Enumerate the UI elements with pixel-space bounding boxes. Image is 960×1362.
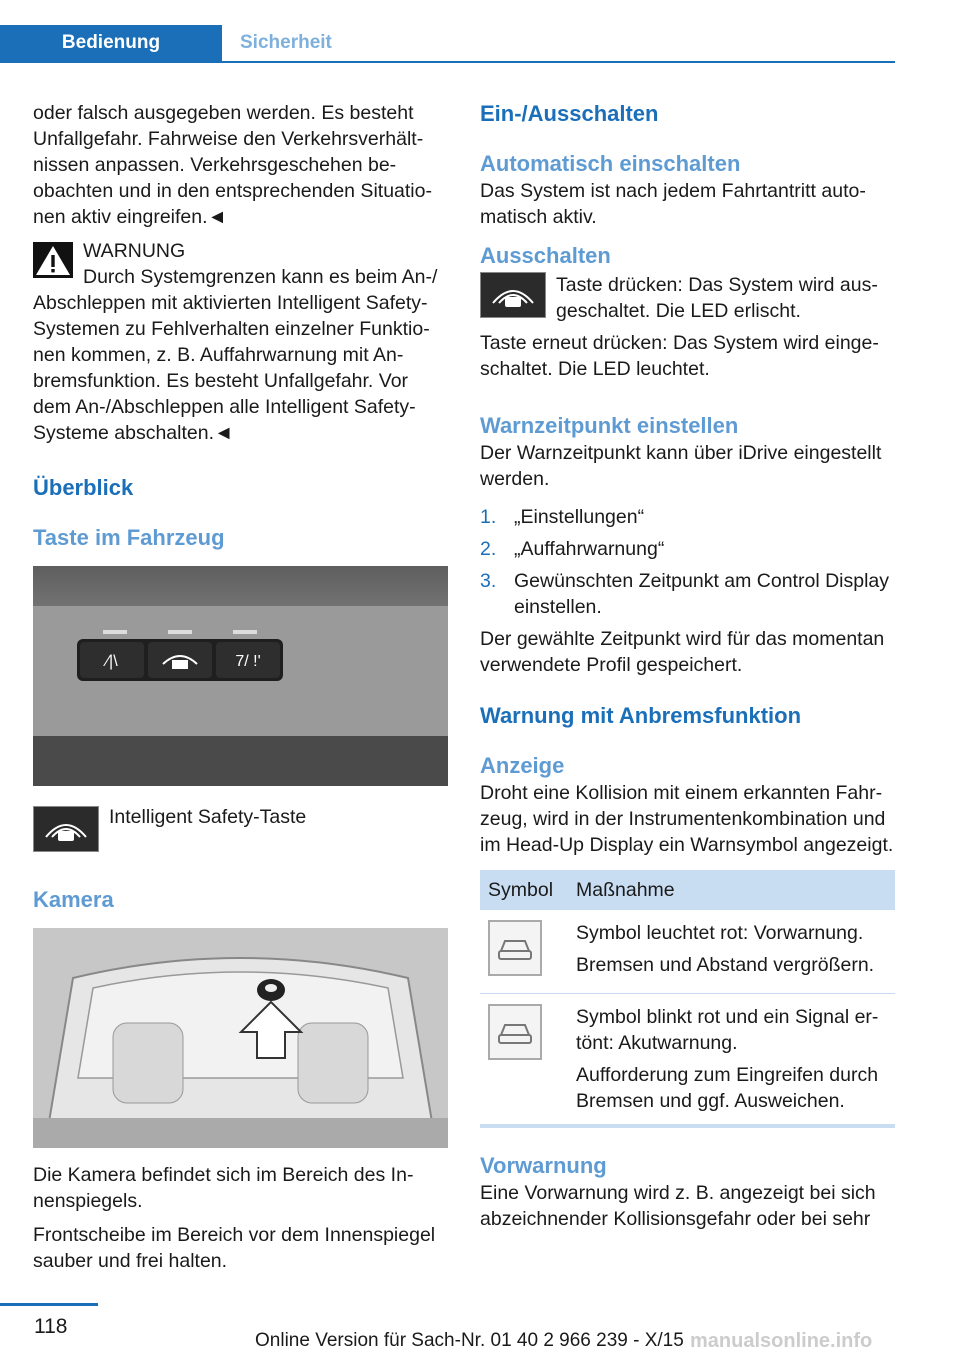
list-item xyxy=(480,568,895,620)
step-number: 1. xyxy=(480,506,497,528)
svg-text:⁄|\: ⁄|\ xyxy=(106,653,118,670)
intelligent-safety-button-icon xyxy=(480,272,546,318)
warning-title: WARNUNG xyxy=(83,240,186,262)
symbol-table xyxy=(480,870,895,1124)
right-column xyxy=(480,100,895,1232)
chapter-tabs xyxy=(0,25,895,63)
intelligent-safety-button-icon xyxy=(33,806,99,852)
svg-text:7/ !': 7/ !' xyxy=(235,653,261,670)
heading-brake-warning: Warnung mit Anbremsfunktion xyxy=(480,703,802,728)
step-text: „Auffahrwarnung“ xyxy=(514,538,665,560)
watermark: manualsonline.info xyxy=(690,1330,873,1352)
on-again-text: Taste erneut drücken: Das System wird eingeschaltet. Die LED leuchtet. xyxy=(480,332,879,380)
heading-display: Anzeige xyxy=(480,753,565,778)
warning-text: Durch Systemgrenzen kann es beim An-/ Abschleppen mit aktivierten Intelligent Safety-Systemen zu Fehlverhalten einzelner Funktionen kommen, z. B. Auffahrwarnung mit Anbremsfunktion. Es besteht Unfallgefahr. Vor dem An-/Abschleppen alle Intelligent Safety-Systeme abschalten.◄ xyxy=(33,266,438,444)
table-row xyxy=(480,994,895,1125)
row-2-line-2: Aufforderung zum Eingreifen durch Bremsen und ggf. Ausweichen. xyxy=(576,1064,879,1112)
table-header-symbol: Symbol xyxy=(480,870,568,910)
heading-warning-time: Warnzeitpunkt einstellen xyxy=(480,413,739,438)
auto-on-text: Das System ist nach jedem Fahrtantritt automatisch aktiv. xyxy=(480,180,866,228)
camera-paragraph-2: Frontscheibe im Bereich vor dem Innenspiegel sauber und frei halten. xyxy=(33,1224,436,1272)
car-warning-icon xyxy=(488,920,542,976)
warning-block xyxy=(33,238,448,446)
row-1-line-1: Symbol leuchtet rot: Vorwarnung. xyxy=(576,922,864,944)
car-warning-icon xyxy=(488,1004,542,1060)
table-header-action: Maßnahme xyxy=(568,870,895,910)
heading-prewarning: Vorwarnung xyxy=(480,1153,607,1178)
heading-auto-on: Automatisch einschalten xyxy=(480,151,741,176)
footer-text: Online Version für Sach-Nr. 01 40 2 966 239 - X/15 xyxy=(255,1330,684,1351)
list-item xyxy=(480,536,895,562)
camera-illustration xyxy=(33,928,448,1148)
camera-location-photo xyxy=(33,928,448,1148)
display-text: Droht eine Kollision mit einem erkannten Fahrzeug, wird in der Instrumentenkombination und im Head-Up Display ein Warnsymbol angezeigt. xyxy=(480,782,894,856)
heading-off: Ausschalten xyxy=(480,243,611,268)
warning-triangle-icon xyxy=(33,242,73,278)
step-number: 3. xyxy=(480,570,497,592)
heading-on-off: Ein-/Ausschalten xyxy=(480,101,659,126)
list-item xyxy=(480,504,895,530)
heading-button-in-vehicle: Taste im Fahrzeug xyxy=(33,525,225,550)
table-bottom-rule xyxy=(480,1124,895,1128)
button-panel-illustration xyxy=(33,566,448,786)
button-caption: Intelligent Safety-Taste xyxy=(109,806,307,828)
intro-paragraph: oder falsch ausgegeben werden. Es besteht Unfallgefahr. Fahrweise den Verkehrsverhältnissen anpassen. Verkehrsgeschehen beobachten und in den entsprechenden Situationen aktiv eingreifen.◄ xyxy=(33,102,432,228)
step-number: 2. xyxy=(480,538,497,560)
heading-overview: Überblick xyxy=(33,475,134,500)
page-number: 118 xyxy=(34,1315,68,1338)
left-column xyxy=(33,100,448,1274)
camera-paragraph-1: Die Kamera befindet sich im Bereich des Innenspiegels. xyxy=(33,1164,414,1212)
warning-time-after: Der gewählte Zeitpunkt wird für das momentan verwendete Profil gespeichert. xyxy=(480,628,885,676)
step-text: „Einstellungen“ xyxy=(514,506,645,528)
tab-bedienung[interactable]: Bedienung xyxy=(0,25,222,61)
row-1-line-2: Bremsen und Abstand vergrößern. xyxy=(576,954,875,976)
steps-list xyxy=(480,504,895,620)
footer-rule xyxy=(0,1303,98,1306)
heading-camera: Kamera xyxy=(33,887,114,912)
table-row xyxy=(480,910,895,994)
warning-time-text: Der Warnzeitpunkt kann über iDrive eingestellt werden. xyxy=(480,442,882,490)
prewarning-text: Eine Vorwarnung wird z. B. angezeigt bei sich abzeichnender Kollisionsgefahr oder bei sehr xyxy=(480,1182,876,1230)
off-text: Taste drücken: Das System wird ausgeschaltet. Die LED erlischt. xyxy=(556,274,878,322)
row-2-line-1: Symbol blinkt rot und ein Signal ertönt: Akutwarnung. xyxy=(576,1006,879,1054)
button-panel-photo xyxy=(33,566,448,786)
step-text: Gewünschten Zeitpunkt am Control Display einstellen. xyxy=(514,570,890,618)
tab-sicherheit[interactable]: Sicherheit xyxy=(240,32,332,53)
